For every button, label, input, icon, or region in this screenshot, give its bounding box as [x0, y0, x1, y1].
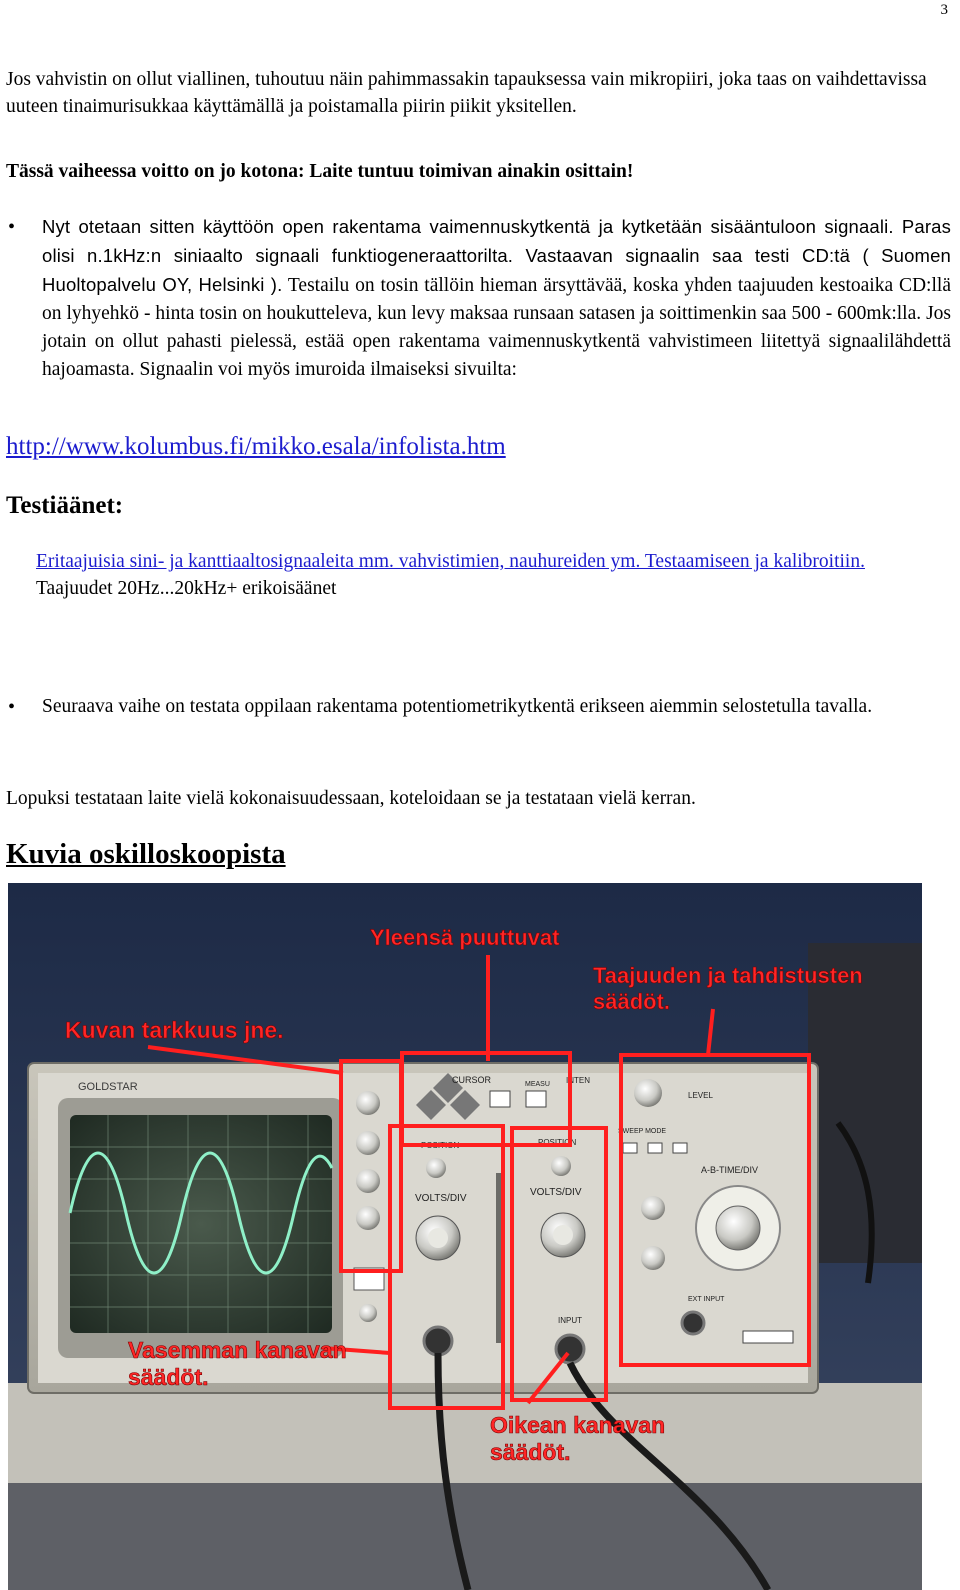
brand-label: GOLDSTAR [78, 1081, 138, 1093]
label-usually-missing: Yleensä puuttuvat [370, 925, 560, 950]
url-link[interactable]: http://www.kolumbus.fi/mikko.esala/infolista.htm [6, 433, 506, 460]
wall-right [808, 943, 922, 1263]
test-block [36, 548, 931, 602]
svg-text:POSITION: POSITION [538, 1138, 577, 1147]
oscilloscope-photo [8, 883, 922, 1590]
cursor-text: CURSOR [452, 1075, 492, 1085]
final-paragraph: Lopuksi testataan laite vielä kokonaisuudessaan, koteloidaan se ja testataan vielä kerran. [6, 788, 696, 809]
bullet-text-serif: Testailu on tosin tällöin hieman ärsyttävää, koska yhden taajuuden kestoaika CD:llä on lyhyehkö - hinta tosin on houkutteleva, kun levy maksaa runsaan satasen ja soittimenkin saa 500 - 600mk:lla. Jos jotain on ollut pahasti pielessä, estää open rakentama vaimennuskytkentä vahvistimeen liitettyä signaalilähdettä hajoamasta. Signaalin voi myös imuroida ilmaiseksi sivuilta: [42, 275, 951, 380]
label-right-channel-line2: säädöt. [490, 1439, 571, 1465]
bullet-list-item [6, 693, 951, 721]
svg-text:LEVEL: LEVEL [688, 1091, 713, 1100]
test-sounds-link[interactable]: Eritaajuisia sini- ja kanttiaaltosignaaleita mm. vahvistimien, nauhureiden ym. Testaamiseen ja kalibroitiin. [36, 551, 865, 572]
svg-text:VOLTS/DIV: VOLTS/DIV [415, 1193, 467, 1204]
svg-text:A-B-TIME/DIV: A-B-TIME/DIV [701, 1165, 759, 1175]
measu-text: MEASU [525, 1081, 550, 1088]
test-heading: Testiäänet: [6, 492, 124, 519]
label-frequency-line2: säädöt. [593, 989, 671, 1014]
section-heading: Kuvia oskilloskoopista [6, 838, 286, 870]
inten-text: INTEN [566, 1076, 590, 1085]
svg-text:INPUT: INPUT [558, 1316, 582, 1325]
bullet-text-sans: Nyt otetaan sitten käyttöön open rakentama vaimennuskytkentä ja kytketään sisääntuloon signaali. Paras olisi n.1kHz:n siniaalto signaali funktiogeneraattorilta. Vastaavan signaalin saa testi CD:tä ( Suomen Huoltopalvelu OY, Helsinki ). [42, 216, 951, 295]
bullet-text [42, 213, 951, 384]
svg-text:VOLTS/DIV: VOLTS/DIV [530, 1187, 582, 1198]
test-frequencies: Taajuudet 20Hz...20kHz+ erikoisäänet [36, 578, 337, 599]
bullet-list-item [6, 213, 951, 384]
page-number: 3 [940, 2, 948, 18]
bullet-icon: • [8, 696, 16, 718]
intro-paragraph: Jos vahvistin on ollut viallinen, tuhoutuu näin pahimmassakin tapauksessa vain mikropiiri, joka taas on vaihdettavissa uuteen tinaimurisukkaa käyttämällä ja poistamalla piirin piikit yksitellen. [6, 69, 927, 117]
svg-text:POSITION: POSITION [421, 1141, 460, 1150]
label-right-channel-line1: Oikean kanavan [490, 1412, 666, 1438]
svg-text:EXT INPUT: EXT INPUT [688, 1296, 725, 1303]
bullet-text: Seuraava vaihe on testata oppilaan rakentama potentiometrikytkentä erikseen aiemmin selostetulla tavalla. [42, 696, 873, 717]
bold-statement: Tässä vaiheessa voitto on jo kotona: Laite tuntuu toimivan ainakin osittain! [6, 161, 634, 182]
label-image-quality: Kuvan tarkkuus jne. [65, 1017, 284, 1043]
bullet-icon: • [8, 216, 16, 238]
svg-text:SWEEP MODE: SWEEP MODE [618, 1128, 667, 1135]
label-left-channel-line1: Vasemman kanavan [128, 1337, 347, 1363]
label-left-channel-line2: säädöt. [128, 1364, 209, 1390]
label-frequency-line1: Taajuuden ja tahdistusten [593, 963, 863, 988]
